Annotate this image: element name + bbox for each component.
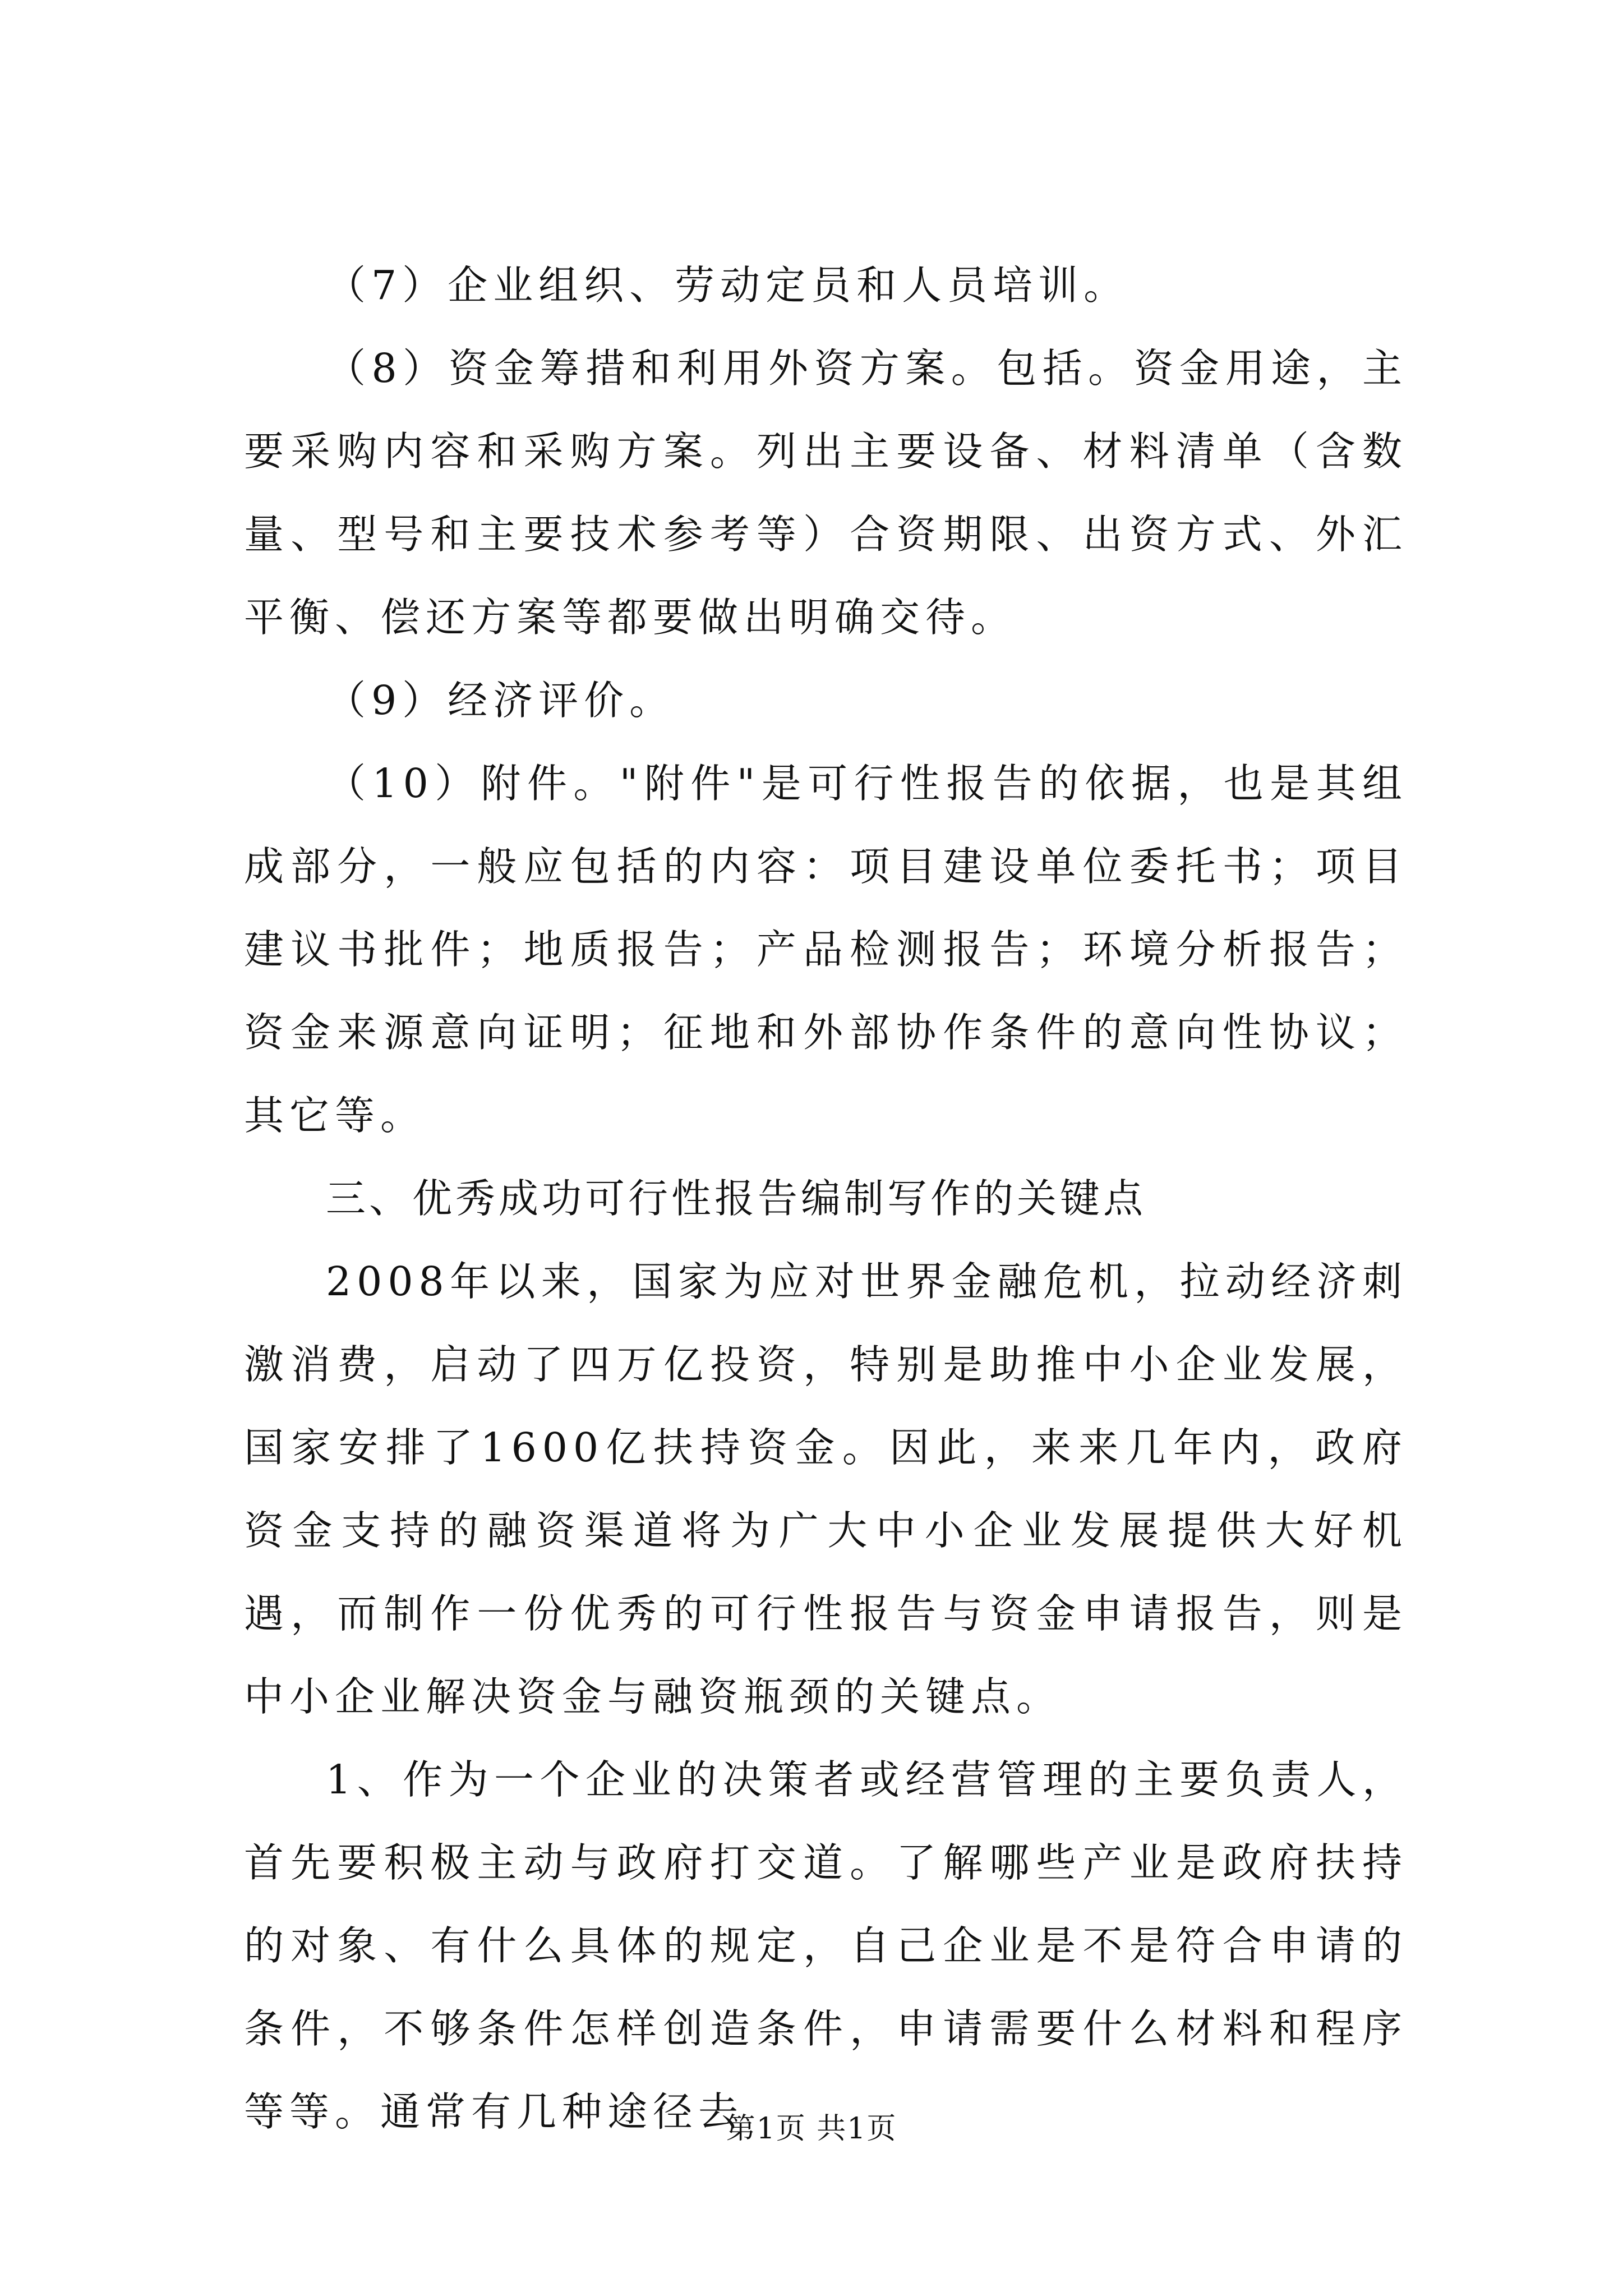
page-footer: 第1页 共1页 <box>726 2112 897 2146</box>
paragraph-background: 2008年以来，国家为应对世界金融危机，拉动经济刺激消费，启动了四万亿投资，特别是助推中小企业发展，国家安排了1600亿扶持资金。因此，来来几年内，政府资金支持的融资渠道将为广大中小企业发展提供大好机遇，而制作一份优秀的可行性报告与资金申请报告，则是中小企业解决资金与融资瓶颈的关键点。 <box>244 1258 1408 1720</box>
paragraph-item-9: （9）经济评价。 <box>326 677 675 724</box>
paragraph-item-7: （7）企业组织、劳动定员和人员培训。 <box>326 262 1129 309</box>
paragraph-item-8: （8）资金筹措和利用外资方案。包括。资金用途，主要采购内容和采购方案。列出主要设备、材料清单（含数量、型号和主要技术参考等）合资期限、出资方式、外汇平衡、偿还方案等都要做出明确交待。 <box>244 345 1408 641</box>
paragraph-point-1: 1、作为一个企业的决策者或经营管理的主要负责人，首先要积极主动与政府打交道。了解哪些产业是政府扶持的对象、有什么具体的规定，自己企业是不是符合申请的条件，不够条件怎样创造条件，申请需要什么材料和程序等等。通常有几种途径去 <box>244 1756 1408 2135</box>
section-heading: 三、优秀成功可行性报告编制写作的关键点 <box>326 1175 1147 1222</box>
body-text <box>244 244 1408 2154</box>
paragraph-item-10: （10）附件。"附件"是可行性报告的依据，也是其组成部分，一般应包括的内容：项目建设单位委托书；项目建议书批件；地质报告；产品检测报告；环境分析报告；资金来源意向证明；征地和外部协作条件的意向性协议；其它等。 <box>244 760 1408 1139</box>
